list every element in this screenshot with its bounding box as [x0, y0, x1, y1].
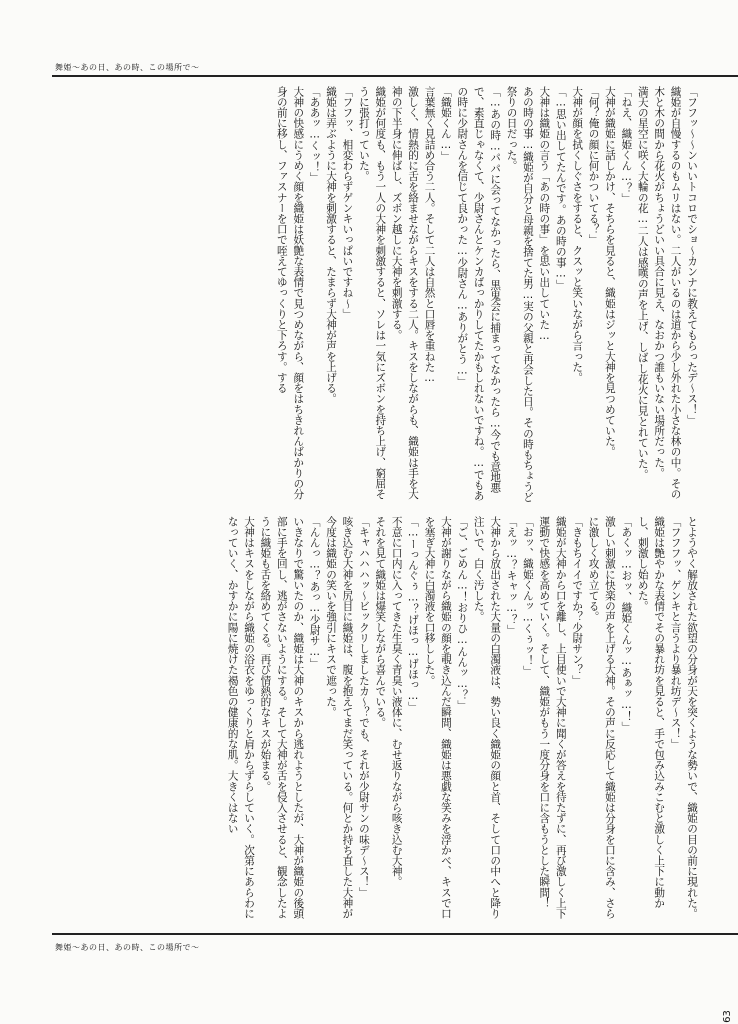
bottom-paragraph: 織姫は艶やかな表情でその暴れ坊を見ると、手で包み込みこむと激しく上下に動かし、刺激し始めた。: [636, 516, 666, 909]
top-paragraph: 「…思い出してたんです。あの時の事…」: [554, 86, 567, 291]
bottom-paragraph: 「…ーっんぐぅ…？げほっ…げほっ…」: [407, 516, 420, 713]
top-header-rule: [52, 75, 738, 77]
top-paragraph: 「…あの時…パパに会ってなかったら、黒鬼会に捕まってなかったら…今でも意地悪で、素直じゃなくて、少尉さんとケンカばっかりしてたかもしれないですね。…でもあの時に少尉さんを信じて良かった…少尉さん…ありがとう…」: [456, 86, 502, 501]
bottom-paragraph: 「んんっ…？あっ…少尉サ…」: [308, 516, 321, 669]
top-paragraph: 織姫が自慢するのもムリはない。二人がいるのは道から少し外れた小さな林の中。その木と木の間から花火がちょうどいい具合に見え、なおかつ誰もいない場所だった。: [653, 86, 682, 500]
top-paragraph: 言葉無く見詰め合う二人。そして二人は自然と口唇を重ねた…: [423, 86, 436, 385]
bottom-paragraph: 「キャハハハッ〜ビックリしましたカ〜？でも、それが少尉サンの味デ〜ス！」: [357, 516, 370, 898]
bottom-paragraph: それを見て織姫は爆笑しながら喜んでいる。: [374, 516, 387, 728]
top-paragraph: 激しく、情熱的に舌を絡ませながらキスをする二人。キスをしながらも、織姫は手を大神の下半身に伸ばし、ズボン越しに大神を刺激する。: [390, 86, 420, 500]
top-paragraph: 「フフッ〜〜ンいいトコロでショ〜カンナに教えてもらったデ〜ス！」: [686, 86, 698, 426]
bottom-paragraph: 「えッ…？キャッ…？」: [505, 516, 518, 636]
top-paragraph: 大神が顔を拭くしぐさをすると、クスッと笑いながら言った。: [571, 86, 584, 383]
top-header-label: 舞姫〜あの日、あの時、この場所で〜: [55, 63, 200, 72]
top-paragraph: 「ねえ、織姫くん…？」: [620, 86, 633, 204]
top-paragraph: 織姫が何度も、もう一人の大神を刺激すると、ソレは一気にズボンを持ち上げ、窮屈そうに張打っていた。: [357, 86, 387, 500]
bottom-paragraph: とようやく解放された欲望の分身が天を突くような勢いで、織姫の目の前に現れた。「フフフッ、ゲンキと言うより暴れ坊デ〜ス！」: [669, 516, 698, 919]
bottom-paragraph: 不意に口内に入ってきた生臭く青臭い液体に、むせ返りながら咳き込む大神。: [390, 516, 403, 887]
top-paragraph: 「フフッ、相変わらずゲンキいっぱいですね〜」: [341, 86, 354, 320]
top-text-block: [60, 86, 700, 506]
bottom-paragraph: 激しい刺激に快楽の声を上げる大神。その声に反応して織姫は分身を口に含み、さらに激しく攻め立てる。: [587, 516, 616, 919]
bottom-footer-rule: [52, 933, 738, 935]
bottom-paragraph: 大神が謝りながら織姫の顔を覗き込んだ瞬間、織姫は悪戯な笑みを浮かべ、キスで口を塞ぎ大神に白濁液を口移しした。: [423, 516, 452, 919]
top-paragraph: 大神の快感にうめく顔を織姫は妖艶な表情で見つめながら、顔をはちきれんばかりの分身の前に移し、ファスナーを口で咥えてゆっくりと下ろす。する: [275, 86, 305, 500]
top-paragraph: 「ああッ…くッ！」: [308, 86, 321, 183]
top-paragraph: 「何？俺の顔に何かついてる？」: [587, 86, 600, 245]
top-paragraph: 織姫は弄ぶように大神を刺激すると、たまらず大神が声を上げる。: [325, 86, 338, 404]
top-paragraph: あの時の事…織姫が自分と母親を捨てた男…実の父親と再会した日。その時もちょうど祭りの日だった。: [505, 86, 534, 503]
bottom-text-block: [60, 516, 700, 928]
bottom-paragraph: 織姫が大神から口を離し、上目使いで大神に聞くが答えを待たずに、再び激しく上下運動で快感を高めていく。そして、織姫がもう一度分身を口に含もうとした瞬間！: [538, 516, 567, 919]
top-paragraph: 「織姫くん…」: [439, 86, 452, 162]
bottom-paragraph: 「ご、ごめん…！おりひ…んんッ…？」: [456, 516, 469, 711]
page-number: 63: [722, 1010, 734, 1023]
top-paragraph: 満天の星空に咲く大輪の花…二人は感嘆の声を上げ、しばし花火に見とれていた。: [636, 86, 649, 480]
top-paragraph: 大神が織姫に話しかけ、そちらを見ると、織姫はジッと大神を見つめていた。: [603, 86, 616, 457]
bottom-footer-label: 舞姫〜あの日、あの時、この場所で〜: [55, 943, 200, 952]
bottom-paragraph: 「あくッ…おッ、織姫くんッ…あぁッ…！」: [620, 516, 633, 733]
top-paragraph: 大神は織姫の言う「あの時の事」を思い出していた…: [538, 86, 551, 342]
bottom-paragraph: 大神から放出された大量の白濁液は、勢い良く織姫の顔と首、そして口の中へと降り注いで、白く汚した。: [472, 516, 502, 919]
bottom-paragraph: 「きもちイイですか？少尉サン？」: [571, 516, 584, 686]
bottom-paragraph: 咳き込む大神を尻目に織姫は、腹を抱えてまだ笑っている。何とか持ち直した大神が今度は織姫の笑いを強引にキスで遮った。: [325, 516, 354, 919]
bottom-paragraph: 「おッ、織姫くんッ…くぅッ！」: [521, 516, 534, 677]
bottom-paragraph: 大神はキスをしながら織姫の浴衣をゆっくりと肩からずらしていく。次第にあらわになっていく、かすかに陽に焼けた褐色の健康的な肌。大きくはない: [226, 516, 256, 919]
bottom-paragraph: いきなりで驚いたのか、織姫は大神のキスから逃れようとしたが、大神が織姫の後頭部に手を回し、逃がさないようにする。そして大神が舌を侵入させると、観念したように織姫も舌を絡めてくる。再び情熱的なキスが始まる。: [259, 516, 305, 919]
